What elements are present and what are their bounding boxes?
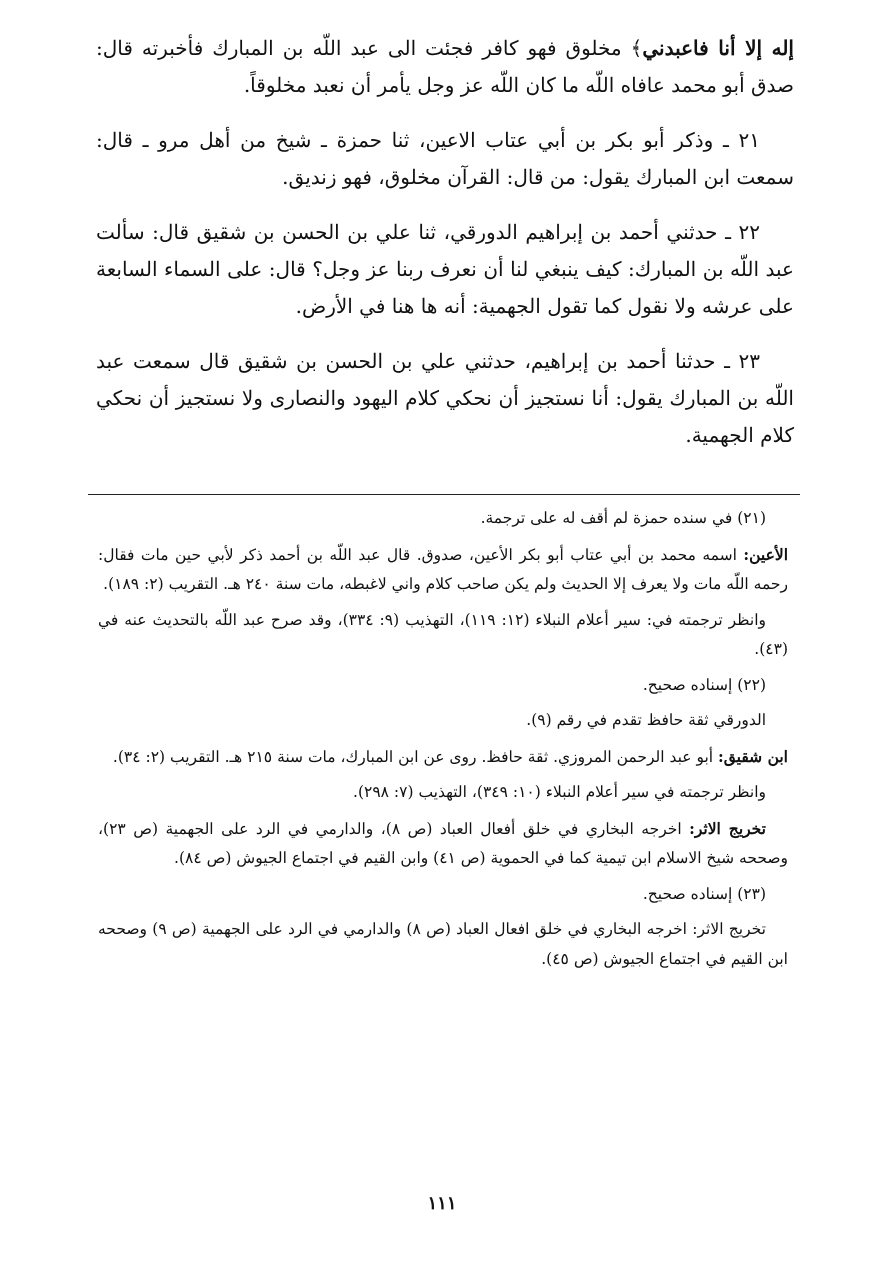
footnote-21: (٢١) في سنده حمزة لم أقف له على ترجمة. — [480, 509, 766, 527]
footnote-aayan-refs: وانظر ترجمته في: سير أعلام النبلاء (١٢: ١١٩)، التهذيب (٩: ٣٣٤)، وقد صرح عبد اللّه بالتحديث عنه في (٤٣). — [98, 610, 788, 658]
paragraph-23: ٢٣ ـ حدثنا أحمد بن إبراهيم، حدثني علي بن الحسن بن شقيق قال سمعت عبد اللّه بن المبارك يقول: أنا نستجيز أن نحكي كلام اليهود والنصارى ولا نستجيز أن نحكي كلام الجهمية. — [96, 349, 794, 447]
paragraph-text: ﴾ مخلوق فهو كافر فجئت الى عبد اللّه بن المبارك فأخبرته قال: صدق أبو محمد عافاه اللّه ما كان اللّه عز وجل يأمر أن نعبد مخلوقاً. — [96, 36, 794, 97]
footnote-lead: تخريج الاثر: — [689, 818, 766, 838]
paragraph-continuation — [96, 30, 794, 104]
footnote-dawraqi: الدورقي ثقة حافظ تقدم في رقم (٩). — [526, 711, 766, 729]
page-number: ١١١ — [427, 1193, 457, 1214]
footnote-takhrij-22 — [98, 814, 788, 874]
paragraph-21: ٢١ ـ وذكر أبو بكر بن أبي عتاب الاعين، ثنا حمزة ـ شيخ من أهل مرو ـ قال: سمعت ابن المبارك يقول: من قال: القرآن مخلوق، فهو زنديق. — [96, 128, 794, 189]
quran-quote: إله إلا أنا فاعبدني — [642, 36, 794, 60]
footnotes — [98, 504, 788, 980]
footnote-text: اسمه محمد بن أبي عتاب أبو بكر الأعين، صدوق. قال عبد اللّه بن أحمد ذكر لأبي حين مات فقال: رحمه اللّه مات ولا يعرف إلا الحديث ولم يكن صاحب كلام واني لاغبطه، مات سنة ٢٤٠ هـ. التقريب (٢: ١٨٩). — [98, 545, 788, 593]
footnote-text: أبو عبد الرحمن المروزي. ثقة حافظ. روى عن ابن المبارك، مات سنة ٢١٥ هـ. التقريب (٢: ٣٤). — [112, 747, 719, 766]
footnote-ibn-shaqiq-refs: وانظر ترجمته في سير أعلام النبلاء (١٠: ٣٤٩)، التهذيب (٧: ٢٩٨). — [353, 783, 766, 801]
footnote-23: (٢٣) إسناده صحيح. — [642, 884, 766, 903]
footnote-22: (٢٢) إسناده صحيح. — [642, 675, 766, 694]
footnote-takhrij-23: تخريج الاثر: اخرجه البخاري في خلق افعال العباد (ص ٨) والدارمي في الرد على الجهمية (ص ٩) وصححه ابن القيم في اجتماع الجيوش (ص ٤٥). — [98, 920, 788, 968]
footnote-separator — [88, 494, 800, 495]
footnote-ibn-shaqiq — [98, 742, 788, 773]
footnote-lead: الأعين: — [743, 544, 788, 564]
footnote-text: اخرجه البخاري في خلق أفعال العباد (ص ٨)، والدارمي في الرد على الجهمية (ص ٢٣)، وصححه شيخ الاسلام ابن تيمية كما في الحموية (ص ٤١) وابن القيم في اجتماع الجيوش (ص ٨٤). — [98, 819, 788, 867]
footnote-aayan — [98, 540, 788, 600]
footnote-lead: ابن شقيق: — [718, 746, 788, 766]
main-text — [96, 30, 794, 472]
paragraph-22: ٢٢ ـ حدثني أحمد بن إبراهيم الدورقي، ثنا علي بن الحسن بن شقيق قال: سألت عبد اللّه بن المبارك: كيف ينبغي لنا أن نعرف ربنا عز وجل؟ قال: على السماء السابعة على عرشه ولا نقول كما تقول الجهمية: أنه ها هنا في الأرض. — [96, 220, 794, 318]
